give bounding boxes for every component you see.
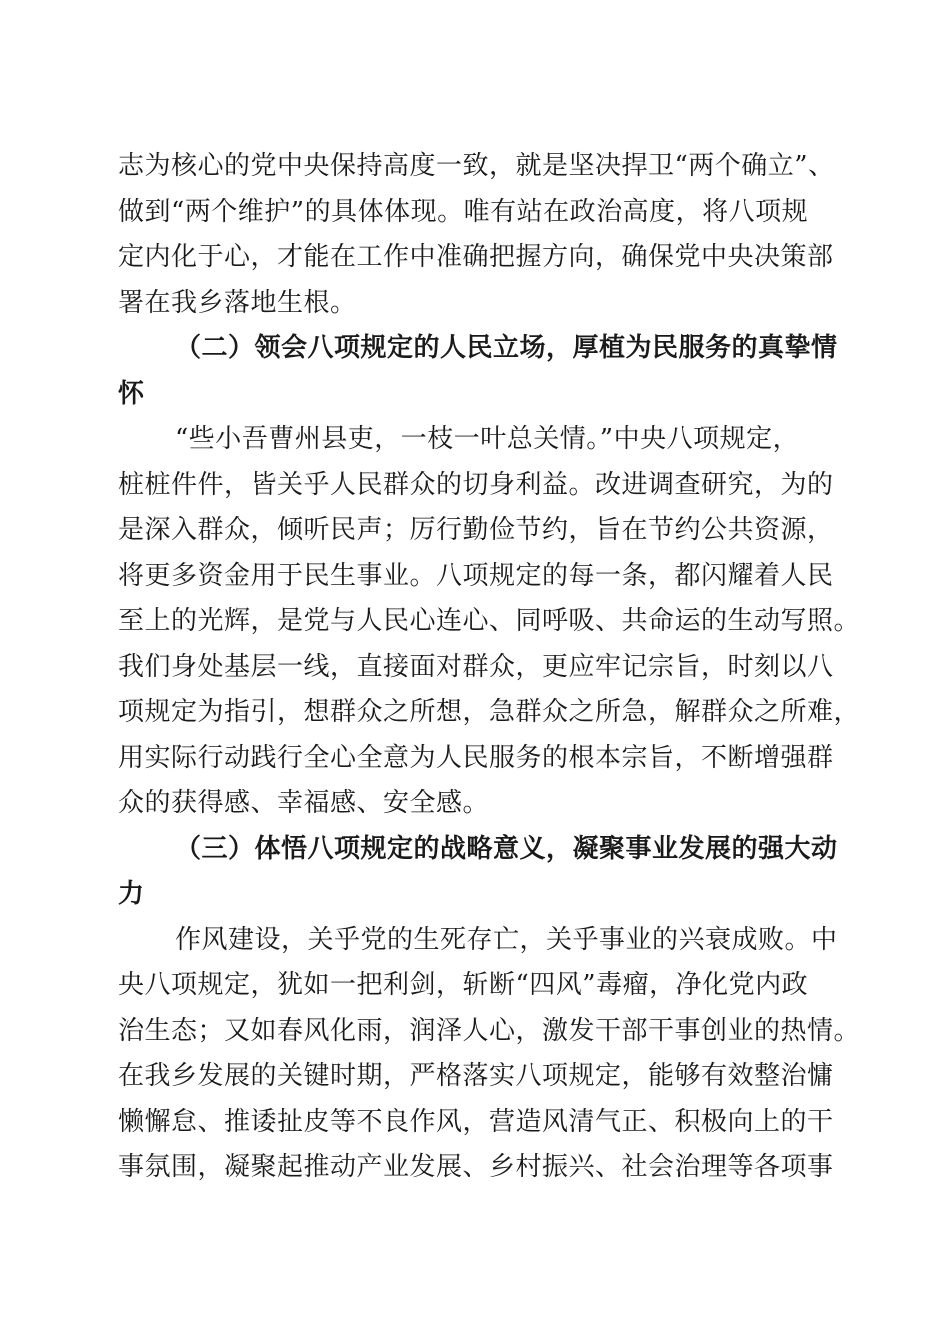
- section-heading-3: （三）体悟八项规定的战略意义，凝聚事业发展的强大动: [175, 833, 838, 864]
- paragraph-line: 志为核心的党中央保持高度一致，就是坚决捍卫“两个确立”、: [118, 151, 835, 181]
- section-heading-2-continued: 怀: [118, 378, 145, 409]
- paragraph-line: 至上的光辉，是党与人民心连心、同呼吸、共命运的生动写照。: [118, 606, 861, 636]
- paragraph-line: 众的获得感、幸福感、安全感。: [118, 788, 490, 818]
- paragraph-line: 央八项规定，犹如一把利剑，斩断“四风”毒瘤，净化党内政: [118, 970, 809, 1000]
- paragraph-line: 将更多资金用于民生事业。八项规定的每一条，都闪耀着人民: [118, 560, 834, 591]
- paragraph-line: 用实际行动践行全心全意为人民服务的根本宗旨，不断增强群: [118, 742, 834, 773]
- paragraph-line: 项规定为指引，想群众之所想，急群众之所急，解群众之所难，: [118, 697, 861, 727]
- section-heading-3-continued: 力: [118, 879, 145, 909]
- paragraph-line: 是深入群众，倾听民声；厉行勤俭节约，旨在节约公共资源，: [118, 515, 834, 545]
- paragraph-line: 作风建设，关乎党的生死存亡，关乎事业的兴衰成败。中: [175, 924, 838, 955]
- section-heading-2: （二）领会八项规定的人民立场，厚植为民服务的真挚情: [175, 333, 838, 363]
- paragraph-line: 事氛围，凝聚起推动产业发展、乡村振兴、社会治理等各项事: [118, 1152, 834, 1182]
- paragraph-line: 我们身处基层一线，直接面对群众，更应牢记宗旨，时刻以八: [118, 651, 834, 682]
- paragraph-line: 治生态；又如春风化雨，润泽人心，激发干部干事创业的热情。: [118, 1015, 861, 1046]
- paragraph-line: 署在我乡落地生根。: [118, 287, 357, 318]
- paragraph-line: “些小吾曹州县吏，一枝一叶总关情。”中央八项规定，: [175, 424, 800, 454]
- paragraph-line: 定内化于心，才能在工作中准确把握方向，确保党中央决策部: [118, 242, 834, 272]
- paragraph-line: 在我乡发展的关键时期，严格落实八项规定，能够有效整治慵: [118, 1061, 834, 1091]
- paragraph-line: 桩桩件件，皆关乎人民群众的切身利益。改进调查研究，为的: [118, 469, 834, 500]
- paragraph-line: 做到“两个维护”的具体体现。唯有站在政治高度，将八项规: [118, 196, 809, 227]
- paragraph-line: 懒懈怠、推诿扯皮等不良作风，营造风清气正、积极向上的干: [118, 1106, 834, 1137]
